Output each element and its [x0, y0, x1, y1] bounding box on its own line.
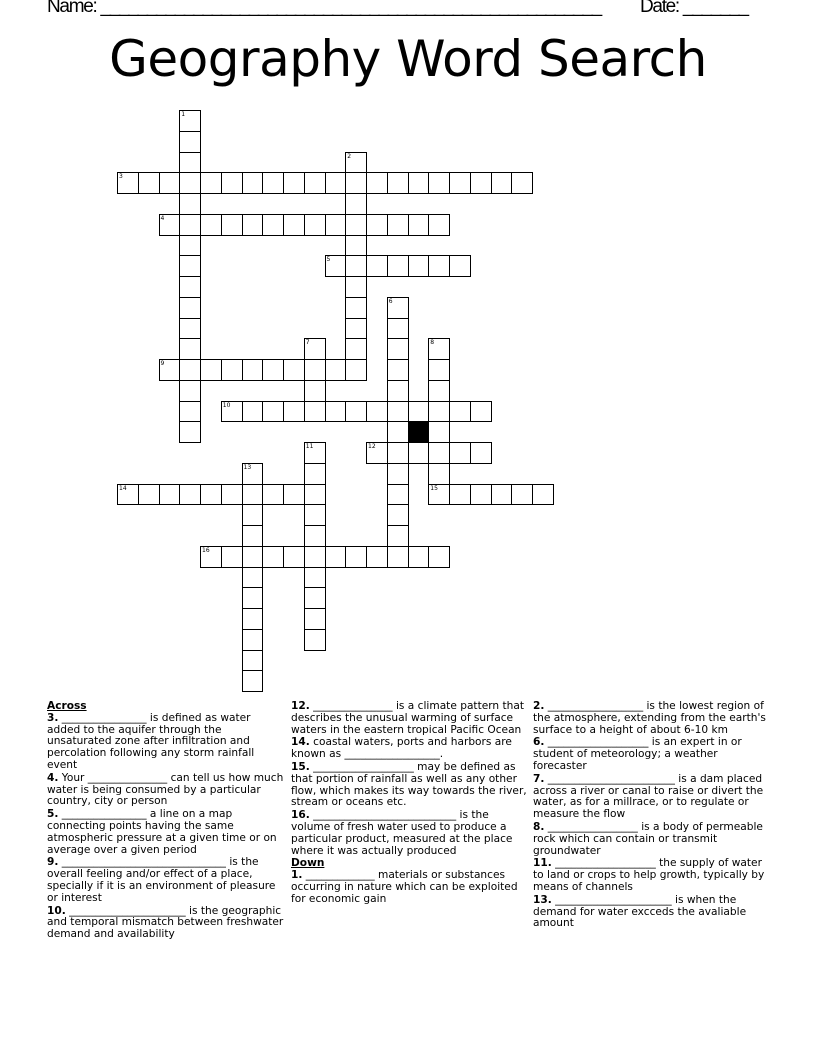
grid-cell[interactable] — [179, 235, 201, 257]
grid-cell[interactable] — [179, 380, 201, 402]
grid-cell[interactable] — [387, 380, 409, 402]
grid-cell[interactable] — [470, 401, 492, 423]
page-title: Geography Word Search — [109, 30, 707, 88]
down-clue — [533, 822, 771, 857]
grid-cell[interactable] — [428, 401, 450, 423]
grid-cell[interactable] — [179, 421, 201, 443]
down-clue — [533, 895, 771, 930]
grid-cell[interactable] — [408, 255, 430, 277]
grid-cell[interactable] — [262, 401, 284, 423]
grid-cell[interactable] — [262, 172, 284, 194]
clue-number: 8. — [533, 820, 545, 833]
grid-cell[interactable] — [428, 421, 450, 443]
black-cell — [408, 421, 430, 443]
across-heading: Across — [47, 700, 87, 712]
grid-cell[interactable] — [449, 401, 471, 423]
clue-number-label: 8 — [430, 339, 435, 347]
grid-cell[interactable] — [262, 484, 284, 506]
grid-cell[interactable] — [242, 172, 264, 194]
grid-cell[interactable] — [470, 172, 492, 194]
name-field[interactable]: Name: ______________________________________________________ — [47, 0, 601, 17]
grid-cell[interactable] — [221, 401, 243, 423]
clue-text: ___________________________ is the volume of fresh water used to produce a particular product, measured at the place where it was actually produced — [291, 809, 513, 857]
clue-number: 13. — [533, 893, 552, 906]
date-field[interactable]: Date: _______ — [640, 0, 748, 17]
grid-cell[interactable] — [304, 380, 326, 402]
clue-text: _________________ is a body of permeable rock which can contain or transmit groundwater — [533, 820, 763, 857]
grid-cell[interactable] — [159, 359, 181, 381]
grid-cell[interactable] — [242, 214, 264, 236]
clue-number-label: 3 — [119, 173, 123, 181]
clue-number-label: 13 — [243, 463, 252, 471]
clue-text: ___________________ is an expert in or student of meteorology; a weather forecaster — [533, 736, 742, 772]
grid-cell[interactable] — [366, 401, 388, 423]
grid-cell[interactable] — [491, 484, 513, 506]
clue-number: 14. — [291, 736, 310, 749]
grid-cell[interactable] — [428, 172, 450, 194]
clue-number-label: 2 — [347, 152, 352, 160]
down-clue — [291, 870, 529, 905]
grid-cell[interactable] — [345, 193, 367, 215]
grid-cell[interactable] — [387, 214, 409, 236]
clues-column-2 — [291, 701, 529, 907]
clue-number-label: 4 — [160, 214, 165, 222]
grid-cell[interactable] — [387, 401, 409, 423]
grid-cell[interactable] — [304, 214, 326, 236]
grid-cell[interactable] — [345, 318, 367, 340]
grid-cell[interactable] — [221, 484, 243, 506]
grid-cell[interactable] — [242, 401, 264, 423]
grid-cell[interactable] — [138, 484, 160, 506]
clues-column-1 — [47, 701, 285, 942]
clue-number-label: 7 — [305, 339, 310, 347]
grid-cell[interactable] — [304, 629, 326, 651]
grid-cell[interactable] — [304, 525, 326, 547]
grid-cell[interactable] — [387, 297, 409, 319]
grid-cell[interactable] — [179, 172, 201, 194]
clue-number-label: 1 — [181, 111, 186, 118]
grid-cell[interactable] — [408, 442, 430, 464]
grid-cell[interactable] — [345, 297, 367, 319]
grid-cell[interactable] — [304, 567, 326, 589]
grid-cell[interactable] — [449, 255, 471, 277]
grid-cell[interactable] — [242, 463, 264, 485]
across-clue — [291, 701, 529, 736]
clue-number-label: 15 — [430, 484, 438, 492]
grid-cell[interactable] — [387, 463, 409, 485]
down-clue — [533, 858, 771, 893]
grid-cell[interactable] — [179, 131, 201, 153]
across-clue — [47, 773, 285, 808]
grid-cell[interactable] — [200, 214, 222, 236]
grid-cell[interactable] — [387, 442, 409, 464]
grid-cell[interactable] — [304, 608, 326, 630]
clue-number: 9. — [47, 856, 59, 869]
grid-cell[interactable] — [179, 297, 201, 319]
grid-cell[interactable] — [117, 484, 139, 506]
grid-cell[interactable] — [200, 546, 222, 568]
grid-cell[interactable] — [179, 401, 201, 423]
grid-cell[interactable] — [242, 484, 264, 506]
grid-cell[interactable] — [387, 338, 409, 360]
grid-cell[interactable] — [470, 484, 492, 506]
grid-cell[interactable] — [159, 172, 181, 194]
grid-cell[interactable] — [242, 629, 264, 651]
grid-cell[interactable] — [304, 359, 326, 381]
clue-text: _______________________________ is the overall feeling and/or effect of a place, specially if it is an environment of pleasure or interest — [47, 856, 276, 904]
clue-number: 12. — [291, 700, 310, 712]
grid-cell[interactable] — [304, 172, 326, 194]
grid-cell[interactable] — [408, 172, 430, 194]
grid-cell[interactable] — [179, 359, 201, 381]
grid-cell[interactable] — [428, 214, 450, 236]
grid-cell[interactable] — [387, 525, 409, 547]
grid-cell[interactable] — [470, 442, 492, 464]
grid-cell[interactable] — [179, 110, 201, 132]
grid-cell[interactable] — [283, 401, 305, 423]
clue-number: 1. — [291, 869, 303, 882]
grid-cell[interactable] — [325, 255, 347, 277]
down-heading: Down — [291, 857, 325, 870]
grid-cell[interactable] — [242, 587, 264, 609]
clue-number-label: 5 — [326, 256, 331, 264]
grid-cell[interactable] — [138, 172, 160, 194]
down-clue — [533, 774, 771, 821]
grid-cell[interactable] — [345, 546, 367, 568]
clue-number: 3. — [47, 711, 59, 724]
grid-cell[interactable] — [428, 255, 450, 277]
grid-cell[interactable] — [345, 338, 367, 360]
clue-text: ________________ is defined as water added to the aquifer through the unsaturated zone after infiltration and percolation following any storm rainfall event — [47, 711, 255, 771]
grid-cell[interactable] — [283, 484, 305, 506]
across-clue — [47, 713, 285, 772]
across-clue — [47, 857, 285, 904]
clue-text: _______________ is a climate pattern that describes the unusual warming of surface waters in the eastern tropical Pacific Ocean — [291, 700, 525, 736]
grid-cell[interactable] — [345, 214, 367, 236]
grid-cell[interactable] — [428, 442, 450, 464]
grid-cell[interactable] — [511, 172, 533, 194]
grid-cell[interactable] — [242, 670, 264, 692]
grid-cell[interactable] — [283, 172, 305, 194]
grid-cell[interactable] — [304, 587, 326, 609]
grid-cell[interactable] — [242, 650, 264, 672]
grid-cell[interactable] — [179, 276, 201, 298]
grid-cell[interactable] — [387, 255, 409, 277]
clues-column-3 — [533, 701, 771, 931]
grid-cell[interactable] — [325, 359, 347, 381]
grid-cell[interactable] — [179, 255, 201, 277]
grid-cell[interactable] — [283, 359, 305, 381]
grid-cell[interactable] — [200, 359, 222, 381]
grid-cell[interactable] — [283, 546, 305, 568]
clue-number-label: 16 — [202, 546, 210, 554]
clue-number: 11. — [533, 857, 552, 870]
grid-cell[interactable] — [408, 214, 430, 236]
across-clue — [47, 809, 285, 856]
down-clue — [533, 701, 771, 736]
clue-number: 16. — [291, 809, 310, 822]
grid-cell[interactable] — [200, 172, 222, 194]
grid-cell[interactable] — [325, 172, 347, 194]
grid-cell[interactable] — [117, 172, 139, 194]
grid-cell[interactable] — [345, 401, 367, 423]
grid-cell[interactable] — [428, 380, 450, 402]
clue-number-label: 14 — [119, 484, 127, 492]
grid-cell[interactable] — [428, 546, 450, 568]
clue-number-label: 6 — [388, 297, 393, 305]
clue-number: 6. — [533, 736, 545, 749]
grid-cell[interactable] — [325, 214, 347, 236]
clue-number: 7. — [533, 772, 545, 785]
grid-cell[interactable] — [532, 484, 554, 506]
grid-cell[interactable] — [200, 484, 222, 506]
grid-cell[interactable] — [325, 401, 347, 423]
grid-cell[interactable] — [221, 546, 243, 568]
grid-cell[interactable] — [345, 255, 367, 277]
clue-text: ______________________ is the geographic and temporal mismatch between freshwater demand and availability — [47, 904, 284, 941]
clue-text: ___________________ the supply of water to land or crops to help growth, typically by means of channels — [533, 857, 765, 893]
grid-cell[interactable] — [491, 172, 513, 194]
clue-text: __________________ is the lowest region of the atmosphere, extending from the earth's surface to a height of about 6-10 km — [533, 700, 766, 736]
grid-cell[interactable] — [242, 567, 264, 589]
grid-cell[interactable] — [304, 338, 326, 360]
grid-cell[interactable] — [242, 525, 264, 547]
grid-cell[interactable] — [159, 214, 181, 236]
grid-cell[interactable] — [345, 276, 367, 298]
grid-cell[interactable] — [428, 484, 450, 506]
grid-cell[interactable] — [387, 172, 409, 194]
grid-cell[interactable] — [345, 152, 367, 174]
clue-number-label: 9 — [160, 360, 165, 367]
grid-cell[interactable] — [179, 338, 201, 360]
clue-number-label: 11 — [305, 443, 314, 450]
clue-text: _____________ materials or substances occurring in nature which can be exploited for economic gain — [291, 869, 518, 905]
across-clue — [291, 762, 529, 809]
grid-cell[interactable] — [304, 463, 326, 485]
clue-number: 5. — [47, 808, 59, 821]
clue-number: 10. — [47, 904, 66, 917]
clue-number-label: 10 — [222, 401, 231, 409]
grid-cell[interactable] — [159, 484, 181, 506]
grid-cell[interactable] — [428, 463, 450, 485]
clue-text: ________________________ is a dam placed across a river or canal to raise or divert the water, as for a millrace, or to regulate or measure the flow — [533, 772, 764, 821]
clue-number: 4. — [47, 771, 59, 784]
grid-cell[interactable] — [345, 359, 367, 381]
grid-cell[interactable] — [366, 214, 388, 236]
grid-cell[interactable] — [428, 359, 450, 381]
grid-cell[interactable] — [179, 152, 201, 174]
across-clue — [47, 906, 285, 941]
grid-cell[interactable] — [387, 318, 409, 340]
grid-cell[interactable] — [304, 442, 326, 464]
across-clue — [291, 737, 529, 761]
grid-cell[interactable] — [387, 359, 409, 381]
grid-cell[interactable] — [262, 214, 284, 236]
grid-cell[interactable] — [221, 172, 243, 194]
grid-cell[interactable] — [366, 172, 388, 194]
grid-cell[interactable] — [387, 421, 409, 443]
grid-cell[interactable] — [262, 546, 284, 568]
clue-text: ________________ a line on a map connecting points having the same atmospheric pressure at a given time or on average over a given period — [47, 808, 277, 856]
grid-cell[interactable] — [304, 401, 326, 423]
grid-cell[interactable] — [304, 504, 326, 526]
grid-cell[interactable] — [179, 484, 201, 506]
grid-cell[interactable] — [283, 214, 305, 236]
grid-cell[interactable] — [325, 546, 347, 568]
grid-cell[interactable] — [387, 484, 409, 506]
grid-cell[interactable] — [449, 442, 471, 464]
grid-cell[interactable] — [511, 484, 533, 506]
clue-number: 2. — [533, 700, 545, 712]
grid-cell[interactable] — [262, 359, 284, 381]
grid-cell[interactable] — [408, 546, 430, 568]
grid-cell[interactable] — [387, 546, 409, 568]
clue-number: 15. — [291, 760, 310, 773]
clue-text: ______________________ is when the demand for water excceds the avaliable amount — [533, 893, 747, 930]
grid-cell[interactable] — [387, 504, 409, 526]
grid-cell[interactable] — [428, 338, 450, 360]
across-clue — [291, 810, 529, 857]
grid-cell[interactable] — [366, 442, 388, 464]
grid-cell[interactable] — [221, 359, 243, 381]
grid-cell[interactable] — [179, 214, 201, 236]
grid-cell[interactable] — [304, 484, 326, 506]
grid-cell[interactable] — [242, 608, 264, 630]
grid-cell[interactable] — [345, 172, 367, 194]
grid-cell[interactable] — [179, 318, 201, 340]
clue-text: Your _______________ can tell us how much water is being consumed by a particular country, city or person — [47, 771, 284, 808]
grid-cell[interactable] — [242, 546, 264, 568]
grid-cell[interactable] — [408, 401, 430, 423]
grid-cell[interactable] — [242, 504, 264, 526]
grid-cell[interactable] — [449, 172, 471, 194]
clue-text: coastal waters, ports and harbors are known as __________________. — [291, 736, 512, 761]
grid-cell[interactable] — [366, 546, 388, 568]
grid-cell[interactable] — [345, 235, 367, 257]
grid-cell[interactable] — [449, 484, 471, 506]
clue-number-label: 12 — [368, 443, 376, 450]
grid-cell[interactable] — [179, 193, 201, 215]
grid-cell[interactable] — [242, 359, 264, 381]
down-clue — [533, 737, 771, 772]
grid-cell[interactable] — [366, 255, 388, 277]
clue-text: ___________________ may be defined as that portion of rainfall as well as any other flow, which makes its way towards the river, stream or oceans etc. — [291, 760, 527, 809]
grid-cell[interactable] — [221, 214, 243, 236]
grid-cell[interactable] — [304, 546, 326, 568]
